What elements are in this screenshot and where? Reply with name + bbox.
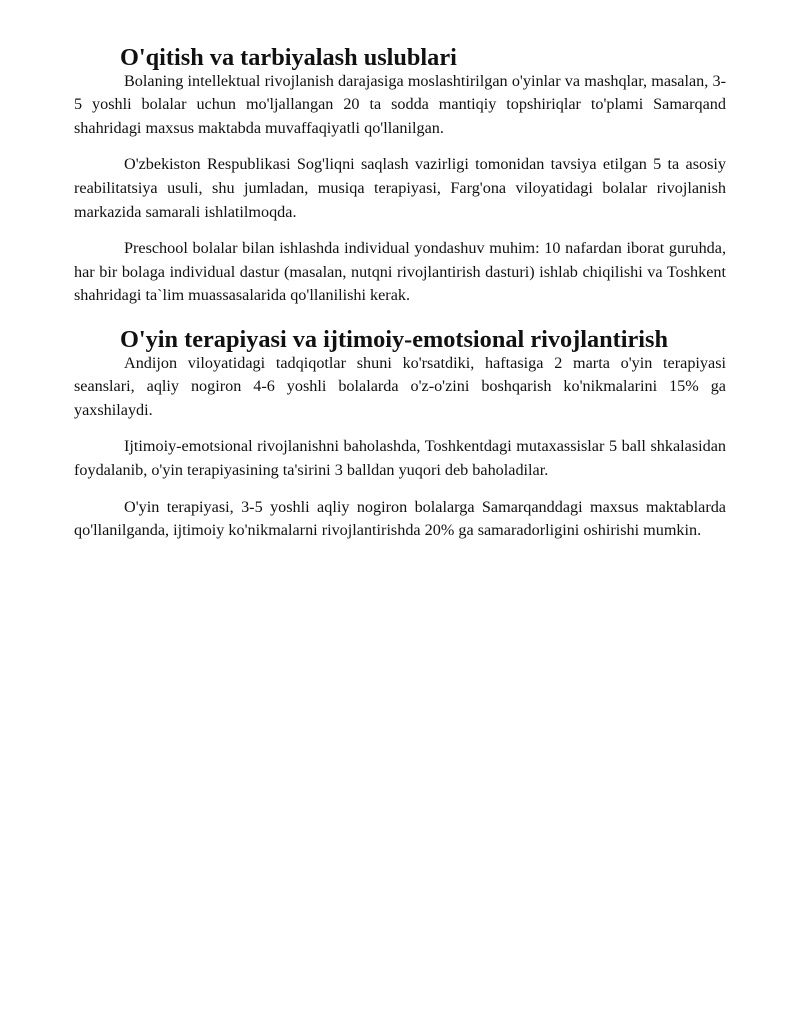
paragraph: Ijtimoiy-emotsional rivojlanishni baholashda, Toshkentdagi mutaxassislar 5 ball shkalasidan foydalanib, o'yin terapiyasining ta'sirini 3 balldan yuqori deb baholadilar. [74,437,726,479]
section-heading-play-therapy: O'yin terapiyasi va ijtimoiy-emotsional rivojlantirish [120,325,668,353]
document-page [74,46,726,543]
paragraph: Bolaning intellektual rivojlanish darajasiga moslashtirilgan o'yinlar va mashqlar, masalan, 3-5 yoshli bolalar uchun mo'ljallangan 20 ta sodda mantiqiy topshiriqlar to'plami Samarqand shahridagi maxsus maktabda muvaffaqiyatli qo'llanilgan. [74,71,726,137]
section-heading-teaching-methods: O'qitish va tarbiyalash uslublari [120,44,457,71]
paragraph: O'zbekiston Respublikasi Sog'liqni saqlash vazirligi tomonidan tavsiya etilgan 5 ta asosiy reabilitatsiya usuli, shu jumladan, musiqa terapiyasi, Farg'ona viloyatidagi bolalar rivojlanish markazida samarali ishlatilmoqda. [74,155,726,221]
paragraph: Preschool bolalar bilan ishlashda individual yondashuv muhim: 10 nafardan iborat guruhda, har bir bolaga individual dastur (masalan, nutqni rivojlantirish dasturi) ishlab chiqilishi va Toshkent shahridagi ta`lim muassasalarida qo'llanilishi kerak. [74,239,726,305]
paragraph: Andijon viloyatidagi tadqiqotlar shuni ko'rsatdiki, haftasiga 2 marta o'yin terapiyasi seanslari, aqliy nogiron 4-6 yoshli bolalarda o'z-o'zini boshqarish ko'nikmalarini 15% ga yaxshilaydi. [74,353,726,419]
paragraph: O'yin terapiyasi, 3-5 yoshli aqliy nogiron bolalarga Samarqanddagi maxsus maktablarda qo'llanilganda, ijtimoiy ko'nikmalarni rivojlantirishda 20% ga samaradorligini oshirishi mumkin. [74,497,726,540]
